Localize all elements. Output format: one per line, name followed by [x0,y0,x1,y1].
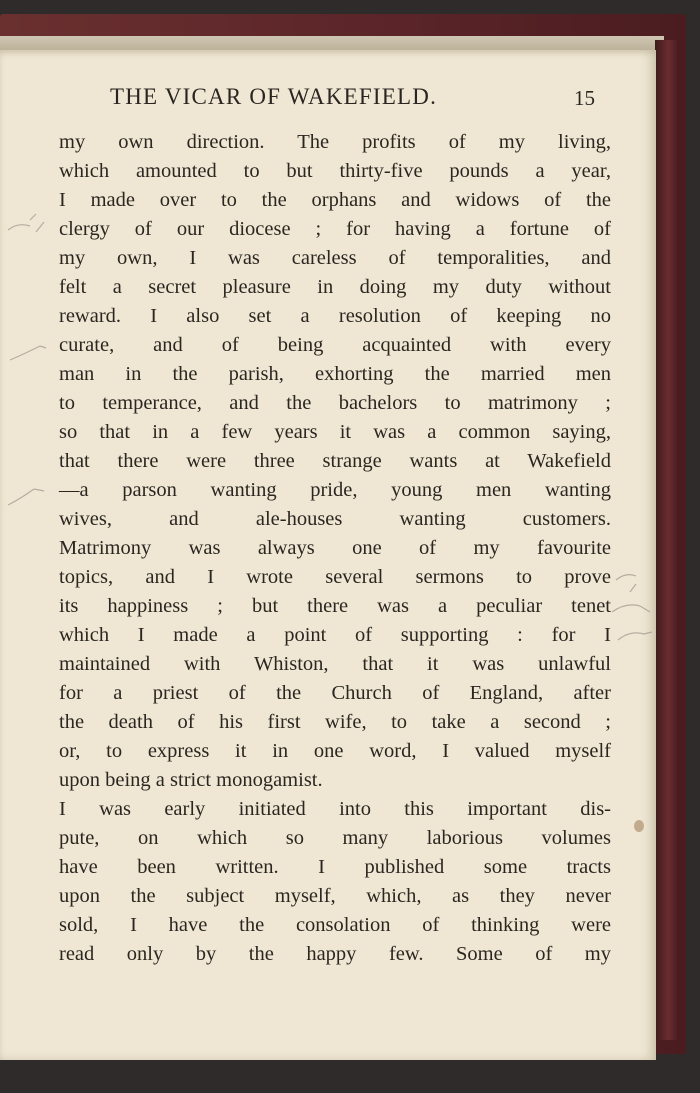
text-line: Matrimony was always one of my favourite [59,537,611,559]
text-line: pute, on which so many laborious volumes [59,827,611,849]
book-page [0,50,656,1060]
text-line: —a parson wanting pride, young men wanting [59,479,611,501]
text-line: so that in a few years it was a common saying, [59,421,611,443]
text-line: read only by the happy few. Some of my [59,943,611,965]
text-line: upon being a strict monogamist. [59,769,323,791]
text-line: clergy of our diocese ; for having a fortune of [59,218,611,240]
running-head: THE VICAR OF WAKEFIELD. [110,84,438,109]
text-line: sold, I have the consolation of thinking were [59,914,611,936]
text-line: curate, and of being acquainted with every [59,334,611,356]
text-line: have been written. I published some tracts [59,856,611,878]
page-number: 15 [574,86,595,110]
text-line: its happiness ; but there was a peculiar tenet [59,595,611,617]
text-line: upon the subject myself, which, as they never [59,885,611,907]
text-line: man in the parish, exhorting the married men [59,363,611,385]
text-line: felt a secret pleasure in doing my duty without [59,276,611,298]
book-spine-edge [655,40,677,1040]
text-line: maintained with Whiston, that it was unlawful [59,653,611,675]
text-line: reward. I also set a resolution of keeping no [59,305,611,327]
text-line: the death of his first wife, to take a second ; [59,711,611,733]
text-line: to temperance, and the bachelors to matrimony ; [59,392,611,414]
text-line: wives, and ale-houses wanting customers. [59,508,611,530]
paper-stain [634,820,644,832]
text-line: which I made a point of supporting : for I [59,624,611,646]
text-line: topics, and I wrote several sermons to prove [59,566,611,588]
text-line: I was early initiated into this important dis- [59,798,611,820]
page-header [0,84,656,114]
body-text [59,128,611,969]
text-line: my own, I was careless of temporalities, and [59,247,611,269]
text-line: for a priest of the Church of England, after [59,682,611,704]
text-line: my own direction. The profits of my living, [59,131,611,153]
text-line: that there were three strange wants at Wakefield [59,450,611,472]
text-line: I made over to the orphans and widows of the [59,189,611,211]
text-line: which amounted to but thirty-five pounds a year, [59,160,611,182]
text-line: or, to express it in one word, I valued myself [59,740,611,762]
